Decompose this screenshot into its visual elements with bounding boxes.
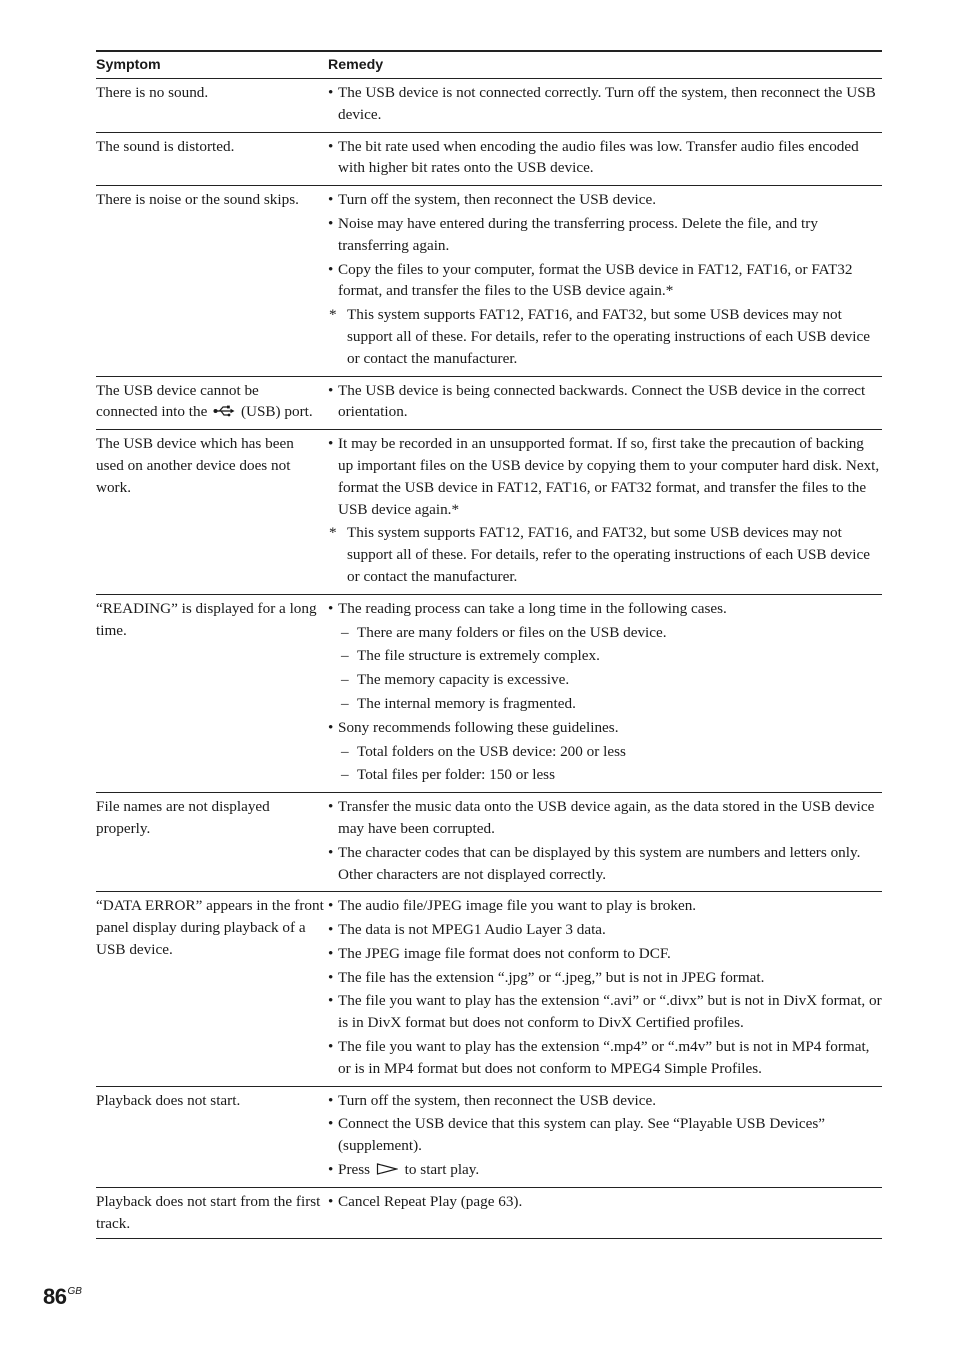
header-row xyxy=(96,51,882,79)
remedy-dash xyxy=(328,764,882,786)
remedy-bullet xyxy=(328,990,882,1034)
remedy-text: Turn off the system, then reconnect the USB device. xyxy=(338,191,657,209)
remedy-text: The reading process can take a long time in the following cases. xyxy=(338,599,727,617)
remedy-text: The JPEG image file format does not conform to DCF. xyxy=(338,944,671,962)
symptom-text: Playback does not start. xyxy=(96,1091,241,1109)
remedy-bullet xyxy=(328,895,882,917)
remedy-text: Noise may have entered during the transferring process. Delete the file, and try transferring again. xyxy=(338,214,818,254)
symptom-text: There is no sound. xyxy=(96,84,209,101)
remedy-text: The file you want to play has the extension “.avi” or “.divx” but is not in DivX format, or is in DivX format but does not conform to DivX Certified profiles. xyxy=(338,992,882,1032)
symptom-text: The sound is distorted. xyxy=(96,137,235,155)
table-row xyxy=(96,430,882,595)
remedy-bullet xyxy=(328,598,882,620)
remedy-text: This system supports FAT12, FAT16, and FAT32, but some USB devices may not support all of these. For details, refer to the operating instructions of each USB device or contact the manufacturer. xyxy=(347,524,870,585)
remedy-header: Remedy xyxy=(328,51,882,79)
remedy-bullet xyxy=(328,967,882,989)
table-row xyxy=(96,1187,882,1239)
remedy-dash xyxy=(328,622,882,644)
remedy-dash xyxy=(328,693,882,715)
symptom-cell xyxy=(96,1187,328,1239)
symptom-cell xyxy=(96,132,328,186)
usb-icon xyxy=(213,405,235,417)
remedy-text: It may be recorded in an unsupported format. If so, first take the precaution of backing up important files on the USB device by copying them to your computer hard disk. Next, format the USB device in FAT12, FAT16, or FAT32 format, and transfer the files to the USB device again.* xyxy=(338,435,880,518)
remedy-text: Total files per folder: 150 or less xyxy=(357,766,556,784)
table-row xyxy=(96,186,882,376)
remedy-bullet xyxy=(328,1159,882,1181)
remedy-text: The memory capacity is excessive. xyxy=(357,671,570,689)
symptom-cell xyxy=(96,186,328,376)
remedy-text: There are many folders or files on the USB device. xyxy=(357,623,667,641)
remedy-text: Sony recommends following these guidelines. xyxy=(338,718,619,736)
remedy-text: Turn off the system, then reconnect the USB device. xyxy=(338,1091,657,1109)
remedy-dash xyxy=(328,741,882,763)
remedy-cell xyxy=(328,186,882,376)
remedy-cell xyxy=(328,793,882,892)
symptom-text: “READING” is displayed for a long time. xyxy=(96,599,317,639)
table-row xyxy=(96,79,882,133)
remedy-dash xyxy=(328,669,882,691)
symptom-cell xyxy=(96,793,328,892)
remedy-text: The character codes that can be displayed by this system are numbers and letters only. Other characters are not displayed correctly. xyxy=(338,843,861,883)
remedy-cell xyxy=(328,594,882,792)
remedy-text: The bit rate used when encoding the audio files was low. Transfer audio files encoded with higher bit rates onto the USB device. xyxy=(338,137,859,177)
symptom-text: File names are not displayed properly. xyxy=(96,798,270,837)
remedy-bullet xyxy=(328,1191,882,1213)
remedy-cell xyxy=(328,79,882,133)
remedy-text: Connect the USB device that this system can play. See “Playable USB Devices” (supplement). xyxy=(338,1115,826,1155)
remedy-text: Copy the files to your computer, format the USB device in FAT12, FAT16, or FAT32 format, and transfer the files to the USB device again.* xyxy=(338,260,853,300)
remedy-bullet xyxy=(328,1090,882,1112)
remedy-text: The USB device is not connected correctly. Turn off the system, then reconnect the USB device. xyxy=(338,84,876,123)
symptom-text: The USB device cannot be connected into the xyxy=(96,381,259,421)
symptom-text: The USB device which has been used on another device does not work. xyxy=(96,435,294,496)
symptom-cell xyxy=(96,376,328,430)
remedy-bullet xyxy=(328,380,882,424)
remedy-text: This system supports FAT12, FAT16, and FAT32, but some USB devices may not support all of these. For details, refer to the operating instructions of each USB device or contact the manufacturer. xyxy=(347,306,870,367)
remedy-text: The internal memory is fragmented. xyxy=(357,694,576,712)
symptom-text: Playback does not start from the first track. xyxy=(96,1192,321,1232)
remedy-bullet xyxy=(328,136,882,180)
remedy-cell xyxy=(328,1187,882,1239)
table-body xyxy=(96,79,882,1239)
symptom-text: “DATA ERROR” appears in the front panel display during playback of a USB device. xyxy=(96,897,324,958)
remedy-note xyxy=(328,522,882,587)
remedy-bullet xyxy=(328,189,882,211)
table-row xyxy=(96,1086,882,1187)
table-row xyxy=(96,793,882,892)
table-row xyxy=(96,594,882,792)
remedy-text: The file has the extension “.jpg” or “.jpeg,” but is not in JPEG format. xyxy=(338,968,765,986)
remedy-note xyxy=(328,304,882,369)
table-row xyxy=(96,132,882,186)
remedy-text: The file structure is extremely complex. xyxy=(357,647,600,665)
remedy-text: The USB device is being connected backwards. Connect the USB device in the correct orientation. xyxy=(338,381,866,421)
table-header xyxy=(96,51,882,79)
symptom-cell xyxy=(96,594,328,792)
remedy-cell xyxy=(328,376,882,430)
remedy-text: The file you want to play has the extension “.mp4” or “.m4v” but is not in MP4 format, or is in MP4 format but does not conform to MPEG4 Simple Profiles. xyxy=(338,1038,870,1077)
page-footer xyxy=(43,1284,82,1310)
remedy-bullet xyxy=(328,259,882,303)
symptom-cell xyxy=(96,430,328,595)
remedy-cell xyxy=(328,1086,882,1187)
remedy-bullet xyxy=(328,1036,882,1080)
remedy-bullet xyxy=(328,717,882,739)
remedy-text: Press xyxy=(338,1161,371,1179)
remedy-dash xyxy=(328,645,882,667)
remedy-text: Total folders on the USB device: 200 or less xyxy=(357,742,626,760)
play-icon xyxy=(376,1163,398,1175)
page-suffix: GB xyxy=(67,1286,82,1297)
symptom-header: Symptom xyxy=(96,51,328,79)
page-number: 86 xyxy=(43,1284,67,1309)
symptom-cell xyxy=(96,79,328,133)
symptom-text-after: (USB) port. xyxy=(240,403,313,421)
symptom-text: There is noise or the sound skips. xyxy=(96,191,299,209)
table-row xyxy=(96,376,882,430)
table-row xyxy=(96,892,882,1086)
remedy-text-after: to start play. xyxy=(404,1161,480,1179)
symptom-cell xyxy=(96,892,328,1086)
remedy-bullet xyxy=(328,433,882,520)
remedy-cell xyxy=(328,892,882,1086)
remedy-bullet xyxy=(328,842,882,886)
remedy-cell xyxy=(328,430,882,595)
remedy-bullet xyxy=(328,213,882,257)
remedy-bullet xyxy=(328,1113,882,1157)
troubleshooting-table xyxy=(96,50,882,1239)
symptom-cell xyxy=(96,1086,328,1187)
remedy-text: Transfer the music data onto the USB device again, as the data stored in the USB device may have been corrupted. xyxy=(338,798,875,837)
remedy-cell xyxy=(328,132,882,186)
remedy-text: Cancel Repeat Play (page 63). xyxy=(338,1192,523,1210)
remedy-bullet xyxy=(328,82,882,126)
remedy-text: The audio file/JPEG image file you want to play is broken. xyxy=(338,897,697,915)
remedy-bullet xyxy=(328,919,882,941)
remedy-text: The data is not MPEG1 Audio Layer 3 data. xyxy=(338,921,606,939)
remedy-bullet xyxy=(328,796,882,840)
remedy-bullet xyxy=(328,943,882,965)
